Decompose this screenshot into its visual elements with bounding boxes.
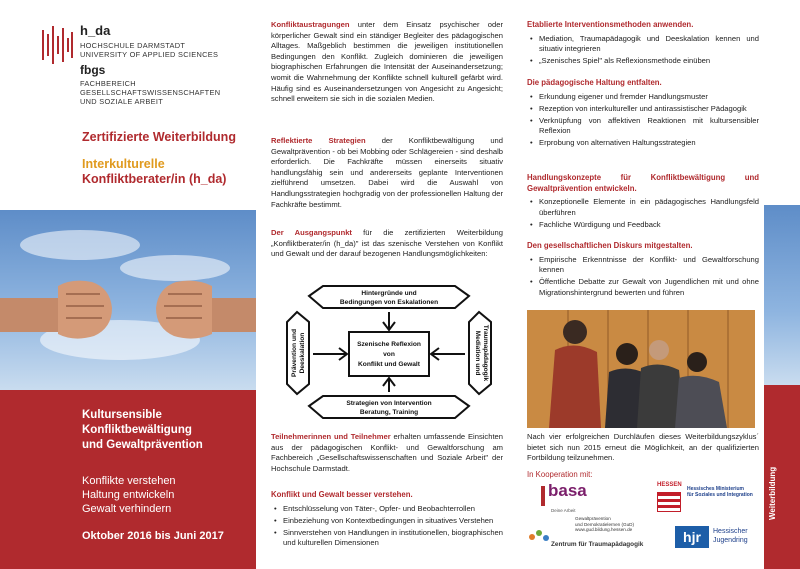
paragraph-participants-lead: Teilnehmerinnen und Teilnehmer — [271, 432, 391, 441]
paragraph-starting-point — [271, 228, 503, 260]
paragraph-strategies-lead: Reflektierte Strategien — [271, 136, 366, 145]
hda-dot-matrix-logo-icon — [40, 24, 74, 66]
list-item: • „Szenisches Spiel" als Reflexionsmethode einüben — [539, 56, 759, 67]
hjr-name: Hessischer Jugendring — [713, 528, 748, 544]
list-item: • Entschlüsselung von Täter-, Opfer- und Beobachterrollen — [283, 504, 503, 515]
trauma-logo-icon — [529, 530, 551, 546]
diagram-top-line2: Bedingungen von Eskalationen — [339, 299, 439, 306]
program-title-line2: Konfliktberater/in (h_da) — [82, 172, 227, 186]
list-item: • Rezeption von interkultureller und antirassistischer Pädagogik — [539, 104, 759, 115]
diagram-center-line2: von — [383, 351, 395, 358]
program-title-line1: Interkulturelle — [82, 157, 165, 171]
list-item: • Sinnverstehen von Handlungen in institutionellen, biographischen und kulturellen Dimensionen — [283, 528, 503, 549]
group-people-icon — [527, 310, 755, 428]
list-item: • Mediation, Traumapädagogik und Deeskalation kennen und situativ integrieren — [539, 34, 759, 55]
diagram-top-line1: Hintergründe und — [361, 290, 417, 297]
list-item: • Verknüpfung von affektiven Reaktionen mit kultursensibler Reflexion — [539, 116, 759, 137]
program-title — [82, 157, 226, 187]
diagram-bottom-line1: Strategien von Intervention — [346, 400, 432, 407]
right-column — [527, 0, 759, 569]
hessen-logo: HESSEN — [657, 480, 682, 512]
uni-name-line1: HOCHSCHULE DARMSTADT — [80, 41, 186, 50]
section-understand-heading: Konflikt und Gewalt besser verstehen. — [271, 490, 413, 499]
diagram-left-line2: Deeskalation — [299, 332, 306, 374]
section-attitude-list — [527, 92, 759, 149]
list-item: • Erkundung eigener und fremder Handlungsmuster — [539, 92, 759, 103]
section-methods-heading: Etablierte Interventionsmethoden anwenden. — [527, 20, 694, 29]
diagram-right-line1: Mediation und — [474, 330, 481, 376]
list-item: • Öffentliche Debatte zur Gewalt von Jugendlichen mit und ohne Migrationshintergrund bewerten und führen — [539, 277, 759, 298]
section-concepts-heading: Handlungskonzepte für Konfliktbewältigung und Gewaltprävention entwickeln. — [527, 173, 759, 193]
edge-strip — [764, 0, 800, 569]
slogan-line1: Konflikte verstehen — [82, 475, 176, 487]
red-panel-title — [82, 408, 252, 453]
course-date: Oktober 2016 bis Juni 2017 — [82, 530, 224, 542]
section-concepts — [527, 173, 759, 232]
cooperation-label: In Kooperation mit: — [527, 470, 593, 479]
faculty-line2: GESELLSCHAFTSWISSENSCHAFTEN — [80, 88, 221, 97]
fists-illustration-icon — [0, 210, 256, 390]
fists-sky-photo — [0, 210, 256, 390]
after-photo-text: Nach vier erfolgreichen Durchläufen dieses Weiterbildungszyklus´ bietet sich nun 2015 erneut die Möglichkeit, an der qualifizierten Fortbildung teilzunehmen. — [527, 432, 759, 463]
trauma-center-name: Zentrum für Traumapädagogik — [551, 541, 644, 548]
diagram-center-line1: Szenische Reflexion — [357, 341, 421, 348]
paragraph-participants-text: erhalten umfassende Einsichten aus der pädagogischen Konflikt- und Gewaltforschung am Fachbereich „Gesellschaftswissenschaften und Soziale Arbeit" der Hochschule Darmstadt. — [271, 432, 503, 473]
red-title-line3: und Gewaltprävention — [82, 439, 203, 451]
diagram-bottom-line2: Beratung, Training — [359, 409, 419, 416]
hjr-logo: hjr — [675, 526, 709, 548]
hessen-lion-icon — [657, 492, 681, 512]
list-item: • Empirische Erkenntnisse der Konflikt- und Gewaltforschung kennen — [539, 255, 759, 276]
list-item: • Einbeziehung von Kontextbedingungen in situatives Verstehen — [283, 516, 503, 527]
paragraph-conflicts-text: unter dem Einsatz psychischer oder körperlicher Gewalt sind ein ständiger Begleiter des pädagogischen Alltages. Maßgeblich bestimmen die jeweiligen institutionellen Bedingungen den Konflikt. Zugleich dominieren die jeweiligen biographischen Erfahrungen die Intensität der Auseinandersetzung; womit die Wahrnehmung der Konflikte schnell kulturell gefärbt wird. Häufig sind es Auseinandersetzungen von Angesicht zu Angesicht; schnell erweitern sie sich in die sozialen Medien. — [271, 20, 503, 104]
basa-logo: basa Deine Arbeit — [541, 486, 587, 517]
slogan-line2: Haltung entwickeln — [82, 489, 175, 501]
faculty-line3: UND SOZIALE ARBEIT — [80, 97, 164, 106]
fbgs-short-name: fbgs — [80, 63, 106, 77]
paragraph-participants — [271, 432, 503, 474]
ministry-name: Hessisches Ministerium für Soziales und Integration — [687, 486, 753, 499]
section-discourse-heading: Den gesellschaftlichen Diskurs mitgestalten. — [527, 241, 693, 250]
list-item: • Konzeptionelle Elemente in ein pädagogisches Handlungsfeld überführen — [539, 197, 759, 218]
section-discourse-list — [527, 255, 759, 299]
paragraph-strategies-text: der Konfliktbewältigung und Gewaltprävention - ob bei Mobbing oder Schlägereien - sind deshalb erforderlich. Die Fachkräfte müssen einerseits situativ handlungsfähig sein und andererseits geplante Interventionen zielführend umsetzen. Dabei wird die Auswahl von Handlungsstrategien hochgradig von der professionellen Haltung der Fachkräfte bestimmt. — [271, 136, 503, 209]
list-item: • Erprobung von alternativen Haltungsstrategien — [539, 138, 759, 149]
hda-short-name: h_da — [80, 23, 111, 38]
section-understand — [271, 490, 503, 550]
section-understand-list — [271, 504, 503, 549]
strip-sky-photo — [764, 205, 800, 385]
red-title-line1: Kultursensible — [82, 409, 162, 421]
slogan-block — [82, 474, 176, 516]
partner-logos — [527, 480, 759, 562]
section-methods — [527, 20, 759, 68]
paragraph-conflicts-lead: Konfliktaustragungen — [271, 20, 350, 29]
paragraph-starting-point-lead: Der Ausgangspunkt — [271, 228, 352, 237]
uni-name-line2: UNIVERSITY OF APPLIED SCIENCES — [80, 50, 219, 59]
diagram-left-line1: Prävention und — [291, 329, 298, 377]
middle-column — [271, 0, 503, 569]
section-concepts-list — [527, 197, 759, 230]
section-discourse — [527, 241, 759, 300]
paragraph-conflicts — [271, 20, 503, 105]
paragraph-starting-point-text: für die zertifizierten Weiterbildung „Konfliktberater/in (h_da)" ist das szenische Verstehen von Konflikt und Gewalt und der darauf bezogenen Handlungsmöglichkeiten: — [271, 228, 503, 259]
section-attitude — [527, 78, 759, 151]
red-title-line2: Konfliktbewältigung — [82, 424, 192, 436]
section-methods-list — [527, 34, 759, 67]
section-attitude-heading: Die pädagogische Haltung entfalten. — [527, 78, 662, 87]
strip-label: Weiterbildung — [768, 466, 777, 520]
certified-label: Zertifizierte Weiterbildung — [82, 130, 236, 144]
paragraph-strategies — [271, 136, 503, 210]
left-panel — [0, 0, 256, 569]
basa-logo-icon — [541, 486, 545, 506]
gud-logo: Gewaltprävention und Demokratielernen (GuD) www.gud.bildung.hessen.de — [575, 516, 634, 533]
list-item: • Fachliche Würdigung und Feedback — [539, 220, 759, 231]
youth-group-photo — [527, 310, 755, 428]
diagram-right-line2: Traumapädagogik — [482, 324, 489, 382]
red-info-panel — [0, 390, 256, 569]
diagram-center-line3: Konflikt und Gewalt — [358, 361, 420, 368]
faculty-line1: FACHBEREICH — [80, 79, 136, 88]
slogan-line3: Gewalt verhindern — [82, 503, 172, 515]
scenic-reflection-diagram — [283, 282, 495, 424]
